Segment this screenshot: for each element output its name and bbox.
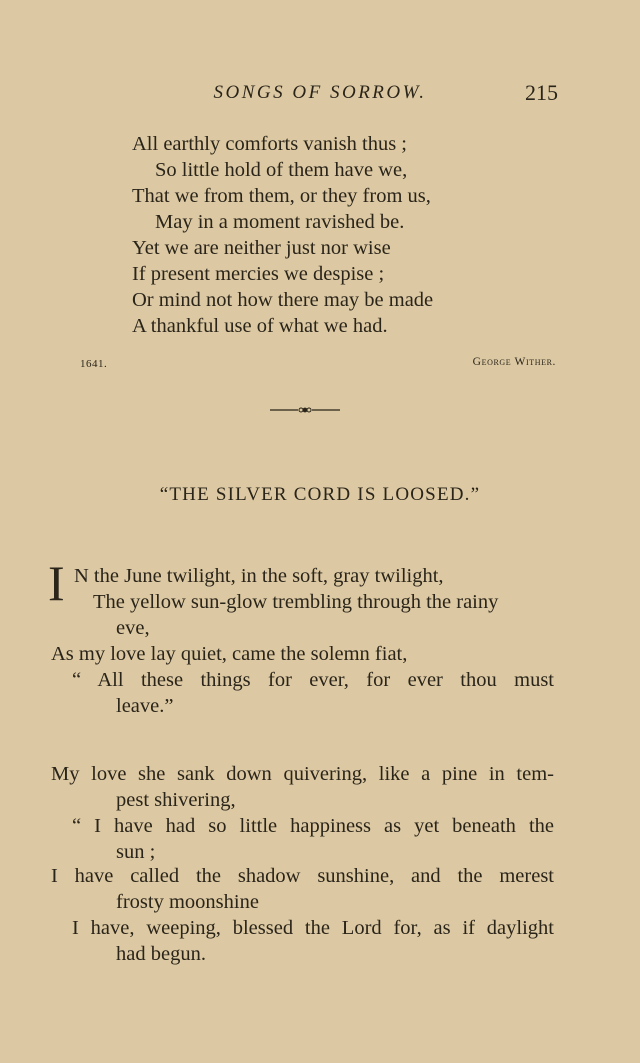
poem-line: All earthly comforts vanish thus ; <box>132 133 407 155</box>
page-number: 215 <box>525 80 558 105</box>
poem-line: If present mercies we despise ; <box>132 263 385 285</box>
poem-line: pest shivering, <box>116 789 236 811</box>
poem-line: May in a moment ravished be. <box>155 211 405 233</box>
drop-cap: I <box>48 555 65 611</box>
poem-line: sun ; <box>116 841 156 863</box>
poem-title: “THE SILVER CORD IS LOOSED.” <box>159 484 481 505</box>
poem-line: That we from them, or they from us, <box>132 185 431 207</box>
poem-line: As my love lay quiet, came the solemn fiat, <box>51 643 408 665</box>
poem-line: eve, <box>116 617 150 639</box>
poem-line: Or mind not how there may be made <box>132 289 434 311</box>
poem-line: I have, weeping, blessed the Lord for, as if daylight <box>72 917 554 939</box>
poem-line: Yet we are neither just nor wise <box>132 237 391 259</box>
poem-line: N the June twilight, in the soft, gray twilight, <box>74 565 444 587</box>
poem-author: George Wither. <box>472 356 556 368</box>
poem-line: frosty moonshine <box>116 891 259 913</box>
poem-line: I have called the shadow sunshine, and the merest <box>51 865 554 887</box>
running-header: SONGS OF SORROW. <box>213 82 427 103</box>
poem-line: The yellow sun-glow trembling through the rainy <box>93 591 499 613</box>
poem-line: leave.” <box>116 695 174 717</box>
poem-line: had begun. <box>116 943 206 965</box>
poem-line: A thankful use of what we had. <box>132 315 388 337</box>
poem-year: 1641. <box>80 358 108 370</box>
poem-line: My love she sank down quivering, like a pine in tem- <box>51 763 554 785</box>
poem-line: “ I have had so little happiness as yet beneath the <box>72 815 554 837</box>
poem-line: So little hold of them have we, <box>155 159 408 181</box>
divider-ornament <box>270 400 340 420</box>
poem-line: “ All these things for ever, for ever thou must <box>72 669 554 691</box>
